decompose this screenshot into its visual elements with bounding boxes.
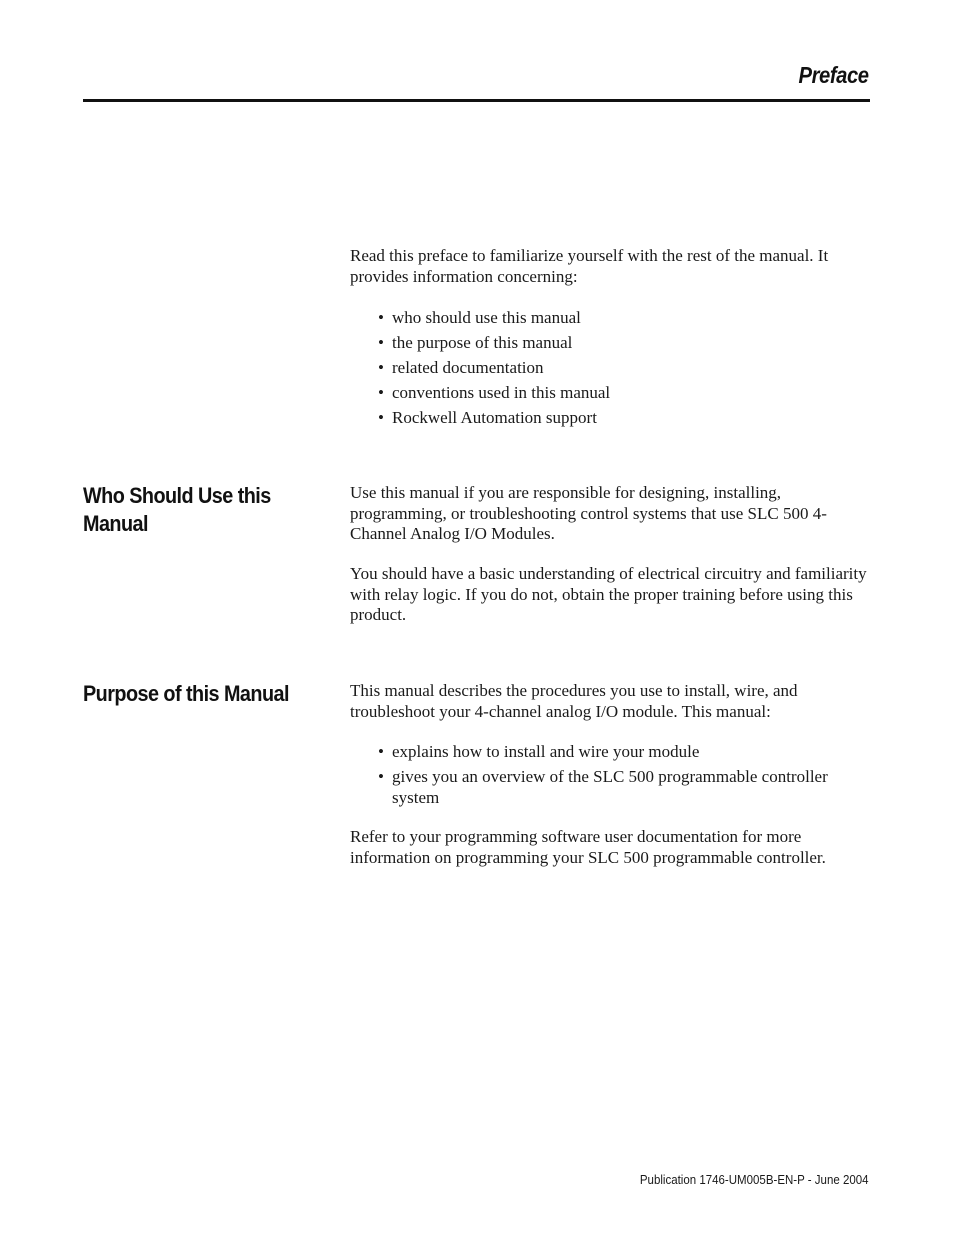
intro-bullet-list bbox=[378, 307, 873, 432]
bullet-icon: • bbox=[378, 358, 384, 377]
intro-paragraph bbox=[350, 246, 870, 287]
intro-text: Read this preface to familiarize yourself with the rest of the manual. It provides information concerning: bbox=[350, 246, 829, 286]
bullet-icon: • bbox=[378, 767, 384, 786]
page-title: Preface bbox=[798, 62, 869, 88]
section-heading-who-should-use: Who Should Use this Manual bbox=[83, 483, 271, 536]
bullet-icon: • bbox=[378, 408, 384, 427]
list-item: • explains how to install and wire your module bbox=[378, 742, 700, 761]
bullet-icon: • bbox=[378, 333, 384, 352]
purpose-bullet-list bbox=[378, 741, 873, 812]
list-item: • the purpose of this manual bbox=[378, 333, 573, 352]
bullet-icon: • bbox=[378, 742, 384, 761]
header-divider bbox=[83, 99, 870, 102]
list-item: • conventions used in this manual bbox=[378, 383, 611, 402]
list-item: • gives you an overview of the SLC 500 programmable controller system bbox=[378, 767, 828, 807]
publication-footer: Publication 1746-UM005B-EN-P - June 2004 bbox=[640, 1173, 869, 1187]
list-item: • related documentation bbox=[378, 358, 544, 377]
section-heading-purpose: Purpose of this Manual bbox=[83, 681, 289, 706]
list-item: • who should use this manual bbox=[378, 308, 581, 327]
who-should-use-paragraph-1: Use this manual if you are responsible for designing, installing, programming, or troubleshooting control systems that use SLC 500 4-Channel Analog I/O Modules. bbox=[350, 483, 827, 543]
list-item: • Rockwell Automation support bbox=[378, 408, 597, 427]
bullet-icon: • bbox=[378, 308, 384, 327]
purpose-paragraph-2: Refer to your programming software user documentation for more information on programming your SLC 500 programmable controller. bbox=[350, 827, 826, 867]
bullet-icon: • bbox=[378, 383, 384, 402]
who-should-use-paragraph-2: You should have a basic understanding of electrical circuitry and familiarity with relay logic. If you do not, obtain the proper training before using this product. bbox=[350, 564, 867, 624]
purpose-paragraph-1: This manual describes the procedures you use to install, wire, and troubleshoot your 4-channel analog I/O module. This manual: bbox=[350, 681, 798, 721]
